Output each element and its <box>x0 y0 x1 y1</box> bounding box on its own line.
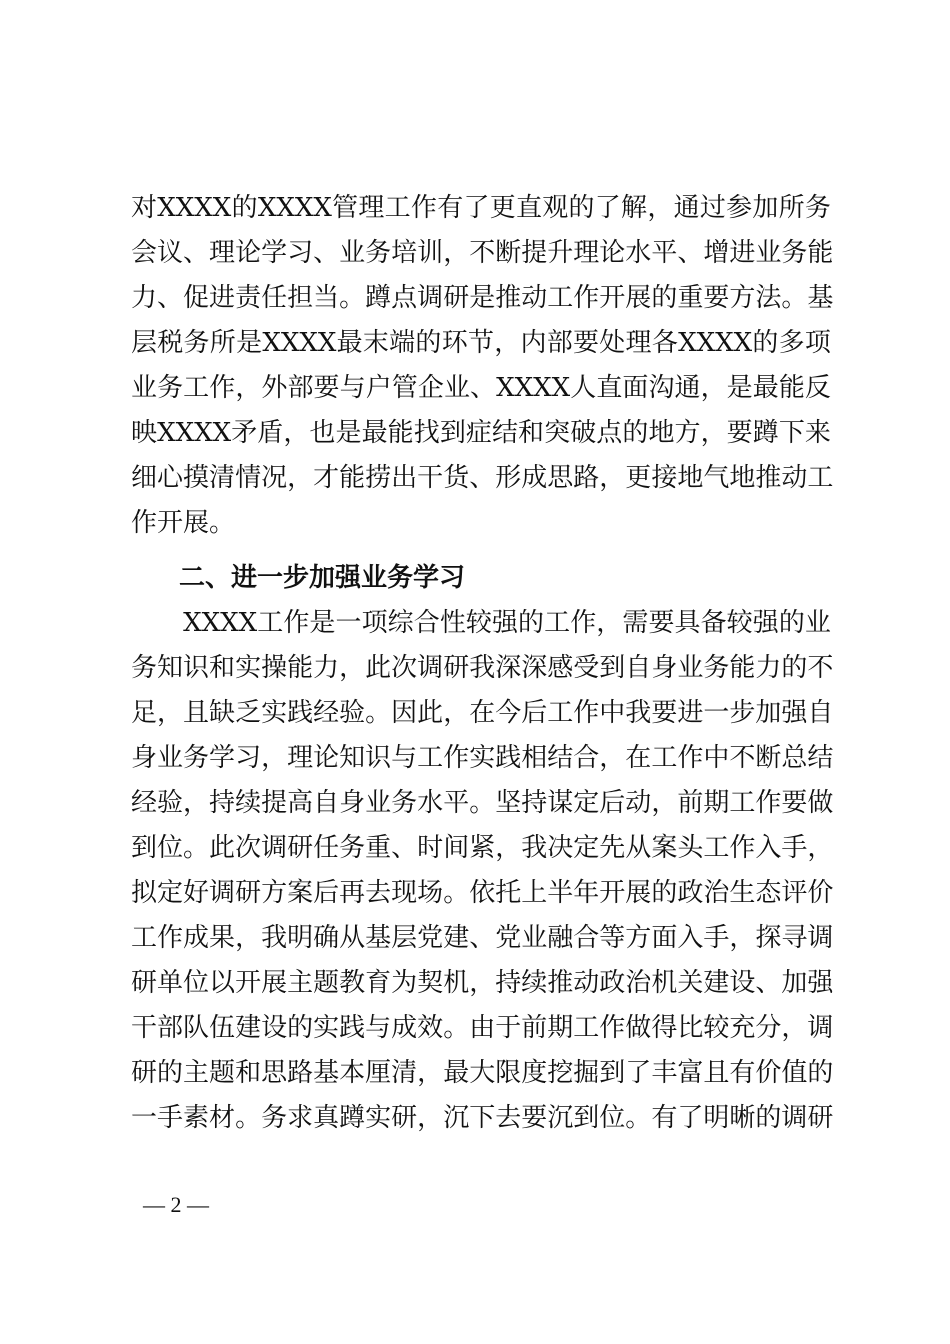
paragraph-line: 层 税 务 所 是 XXXX 最 末 端 的 环 节 ， 内 部 要 处 理 各 XXXX 的 多 项 <box>131 328 831 358</box>
paragraph-line: 一 手 素 材 。 务 求 真 蹲 实 研 ， 沉 下 去 要 沉 到 位 。 有 了 明 晰 的 调 研 <box>131 1103 834 1133</box>
paragraph-line: 映 XXXX 矛 盾 ， 也 是 最 能 找 到 症 结 和 突 破 点 的 地 方 ， 要 蹲 下 来 <box>131 418 831 448</box>
paragraph-line: 经 验 ， 持 续 提 高 自 身 业 务 水 平 。 坚 持 谋 定 后 动 ， 前 期 工 作 要 做 <box>131 788 834 818</box>
paragraph-line: 会 议 、 理 论 学 习 、 业 务 培 训 ， 不 断 提 升 理 论 水 平 、 增 进 业 务 能 <box>131 238 834 268</box>
paragraph-line: 细 心 摸 清 情 况 ， 才 能 捞 出 干 货 、 形 成 思 路 ， 更 接 地 气 地 推 动 工 <box>131 463 834 493</box>
paragraph-line: 研 单 位 以 开 展 主 题 教 育 为 契 机 ， 持 续 推 动 政 治 机 关 建 设 、 加 强 <box>131 968 834 998</box>
paragraph-line: 拟 定 好 调 研 方 案 后 再 去 现 场 。 依 托 上 半 年 开 展 的 政 治 生 态 评 价 <box>131 878 834 908</box>
paragraph-line: 作开展。 <box>131 508 236 538</box>
paragraph-line: 力 、 促 进 责 任 担 当 。 蹲 点 调 研 是 推 动 工 作 开 展 的 重 要 方 法 。 基 <box>131 283 834 313</box>
paragraph-line: 工 作 成 果 ， 我 明 确 从 基 层 党 建 、 党 业 融 合 等 方 面 入 手 ， 探 寻 调 <box>131 923 834 953</box>
paragraph-line: 足 ， 且 缺 乏 实 践 经 验 。 因 此 ， 在 今 后 工 作 中 我 要 进 一 步 加 强 自 <box>131 698 834 728</box>
paragraph-line: 干 部 队 伍 建 设 的 实 践 与 成 效 。 由 于 前 期 工 作 做 得 比 较 充 分 ， 调 <box>131 1013 834 1043</box>
paragraph-line: 身 业 务 学 习 ， 理 论 知 识 与 工 作 实 践 相 结 合 ， 在 工 作 中 不 断 总 结 <box>131 743 834 773</box>
paragraph-line: 研 的 主 题 和 思 路 基 本 厘 清 ， 最 大 限 度 挖 掘 到 了 丰 富 且 有 价 值 的 <box>131 1058 834 1088</box>
paragraph-line: 到 位 。 此 次 调 研 任 务 重 、 时 间 紧 ， 我 决 定 先 从 案 头 工 作 入 手 ， <box>131 833 834 863</box>
paragraph-line: XXXX 工 作 是 一 项 综 合 性 较 强 的 工 作 ， 需 要 具 备 较 强 的 业 <box>183 608 831 638</box>
paragraph-line: 业 务 工 作 ， 外 部 要 与 户 管 企 业 、 XXXX 人 直 面 沟 通 ， 是 最 能 反 <box>131 373 831 403</box>
section-heading: 二、进一步加强业务学习 <box>179 563 466 593</box>
paragraph-line: 务 知 识 和 实 操 能 力 ， 此 次 调 研 我 深 深 感 受 到 自 身 业 务 能 力 的 不 <box>131 653 834 683</box>
page-number: — 2 — <box>143 1192 209 1217</box>
paragraph-line: 对 XXXX 的 XXXX 管 理 工 作 有 了 更 直 观 的 了 解 ， 通 过 参 加 所 务 <box>131 193 831 223</box>
